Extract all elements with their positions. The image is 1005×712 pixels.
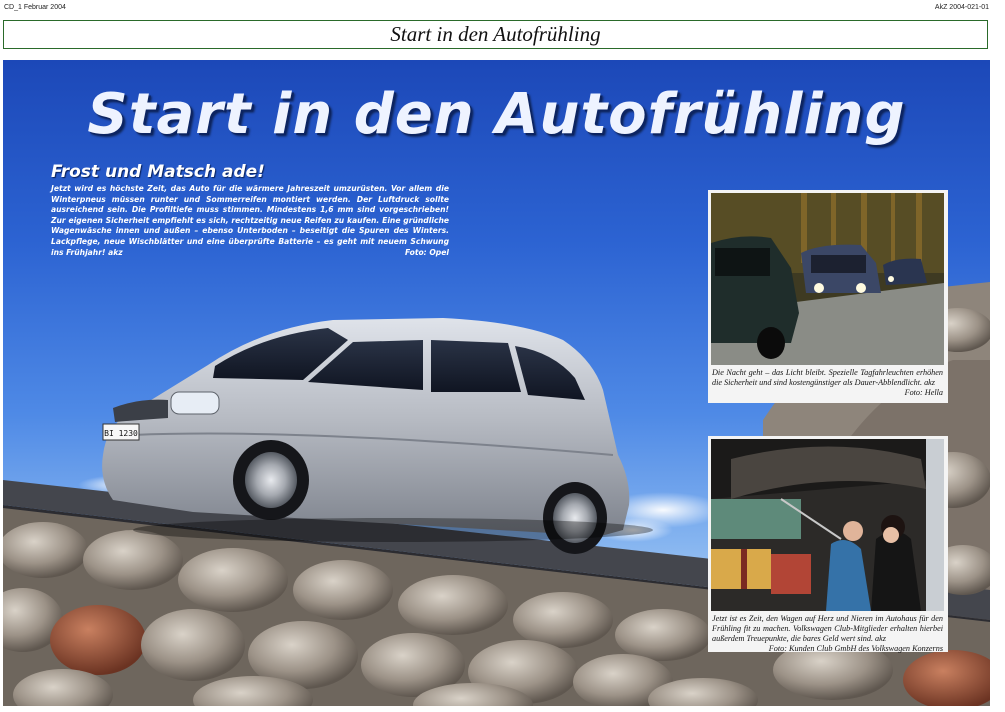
photo-caption-2-text: Jetzt ist es Zeit, den Wagen auf Herz und Nieren im Autohaus für den Frühling fit zu machen. Volkswagen Club-Mitglieder erhalten hierbei außerdem Treuepunkte, die bares Geld wert sind. akz: [712, 614, 943, 643]
photo-daylight-lights: [708, 190, 948, 403]
photo-workshop: [708, 436, 948, 652]
page-info-left: CD_1 Februar 2004: [4, 4, 66, 11]
photo-workshop-image: [711, 439, 944, 611]
svg-text:BI 1230: BI 1230: [104, 429, 138, 438]
lead-photo-credit: Foto: Opel: [405, 247, 449, 257]
poster-image: [3, 60, 990, 706]
photo-caption-1-text: Die Nacht geht – das Licht bleibt. Spezielle Tagfahrleuchten erhöhen die Sicherheit und sind kostengünstiger als Dauer-Abblendlicht. akz: [712, 368, 943, 387]
poster-subheadline: Frost und Matsch ade!: [51, 162, 265, 182]
page-info-right: AkZ 2004-021-01: [934, 4, 989, 11]
car-shadow: [133, 518, 653, 542]
page-title: Start in den Autofrühling: [390, 22, 601, 46]
car-headlight: [171, 392, 219, 414]
car-license-plate: [103, 424, 139, 440]
poster-lead-text: [51, 184, 449, 258]
title-banner: [3, 20, 988, 49]
photo-credit-1: Foto: Hella: [904, 388, 943, 397]
photo-caption-1: [712, 368, 943, 398]
car-rim-front: [245, 452, 297, 508]
photo-credit-2: Foto: Kunden Club GmbH des Volkswagen Konzerns: [768, 644, 943, 653]
photo-caption-2: [712, 614, 943, 654]
lead-body: Jetzt wird es höchste Zeit, das Auto für die wärmere Jahreszeit umzurüsten. Vor allem die Winterpneus müssen runter und Sommerreifen montiert werden. Der Luftdruck sollte ausreichend sein. Die Profiltiefe muss stimmen. Mindestens 1,6 mm sind vorgeschrieben! Zur eigenen Sicherheit empfiehlt es sich, rechtzeitig neue Reifen zu kaufen. Eine gründliche Wagenwäsche innen und außen – ebenso Unterboden – beseitigt die Spuren des Winters. Lackpflege, neue Wischblätter und eine überprüfte Batterie – es geht mit neuem Schwung ins Frühjahr! akz: [51, 184, 449, 257]
photo-daylight-lights-image: [711, 193, 944, 365]
poster-headline: Start in den Autofrühling: [87, 82, 906, 147]
car-side-window-mid: [431, 340, 521, 392]
